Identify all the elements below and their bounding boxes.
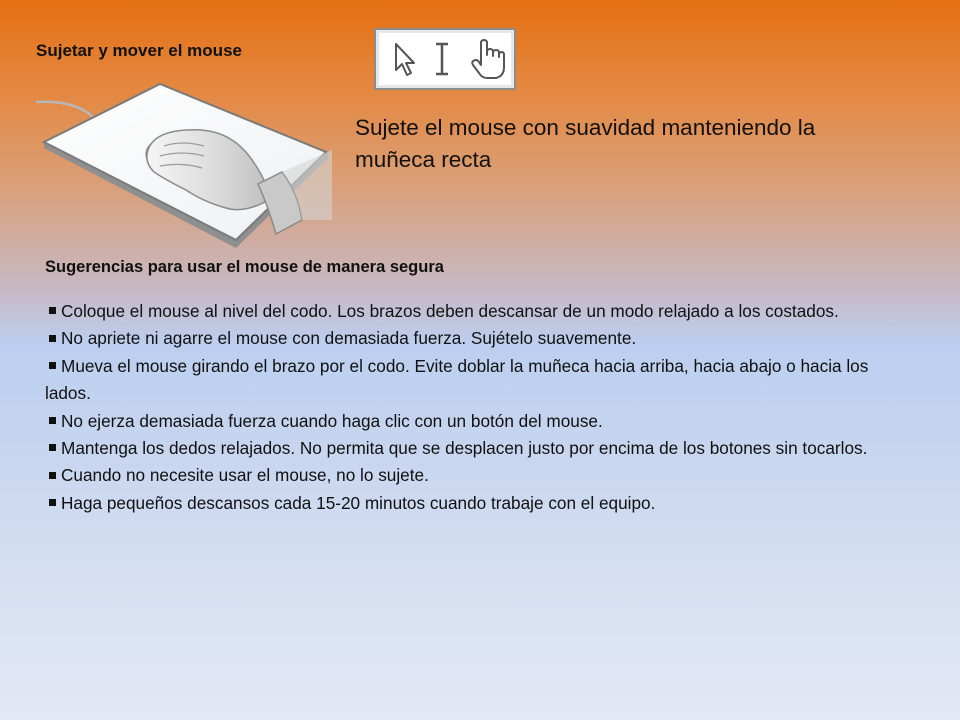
hand-on-mouse-icon — [36, 80, 332, 248]
lead-text: Sujete el mouse con suavidad manteniendo la muñeca recta — [355, 115, 816, 172]
tip-item — [45, 325, 905, 352]
tip-text: No ejerza demasiada fuerza cuando haga clic con un botón del mouse. — [61, 410, 603, 431]
bullet-icon — [49, 499, 56, 506]
tips-list — [45, 298, 905, 517]
tips-section — [45, 256, 905, 517]
tip-item — [45, 408, 905, 435]
tip-item — [45, 353, 905, 408]
bullet-icon — [49, 417, 56, 424]
tip-text: Coloque el mouse al nivel del codo. Los brazos deben descansar de un modo relajado a los costados. — [61, 301, 839, 321]
bullet-icon — [49, 307, 56, 314]
arrow-cursor-icon — [394, 42, 418, 78]
cursor-icons-panel — [374, 28, 516, 90]
text-cursor-icon — [434, 42, 450, 78]
tip-text: Mueva el mouse girando el brazo por el codo. Evite doblar la muñeca hacia arriba, hacia abajo o hacia los lados. — [45, 355, 869, 404]
tips-title: Sugerencias para usar el mouse de manera segura — [45, 258, 444, 276]
bullet-icon — [49, 335, 56, 342]
tip-text: No apriete ni agarre el mouse con demasiada fuerza. Sujételo suavemente. — [61, 328, 637, 349]
bullet-icon — [49, 444, 56, 451]
tip-item — [45, 462, 905, 489]
tip-item — [45, 435, 905, 462]
hand-cursor-icon — [470, 38, 506, 80]
tip-text: Haga pequeños descansos cada 15-20 minutos cuando trabaje con el equipo. — [61, 492, 656, 513]
tip-text: Mantenga los dedos relajados. No permita que se desplacen justo por encima de los botones sin tocarlos. — [61, 438, 868, 459]
tip-item — [45, 490, 905, 517]
tip-item — [45, 298, 905, 325]
tip-text: Cuando no necesite usar el mouse, no lo sujete. — [61, 465, 429, 486]
section-title: Sujetar y mover el mouse — [36, 41, 242, 60]
bullet-icon — [49, 472, 56, 479]
bullet-icon — [49, 362, 56, 369]
